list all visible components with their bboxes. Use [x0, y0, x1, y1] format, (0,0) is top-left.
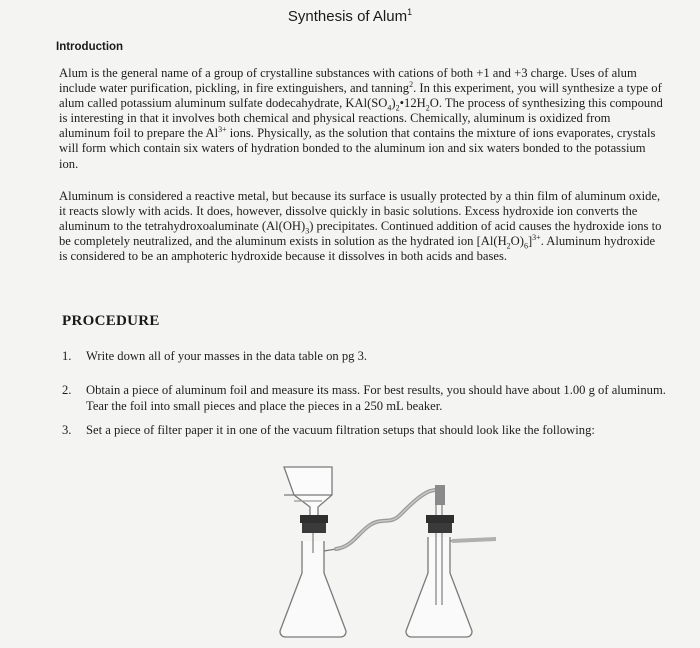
- vacuum-tubing: [336, 489, 440, 549]
- filter-flask-right: [406, 537, 472, 637]
- step-number: 2.: [62, 383, 72, 397]
- vacuum-filtration-figure: [270, 455, 500, 648]
- stopper-left: [300, 515, 328, 523]
- filter-flask-left: [280, 541, 346, 637]
- step-text: Set a piece of filter paper it in one of the vacuum filtration setups that should look like the following:: [86, 423, 595, 437]
- procedure-step-3: [62, 423, 668, 439]
- procedure-step-1: [62, 349, 668, 365]
- introduction-paragraph-1: Alum is the general name of a group of crystalline substances with cations of both +1 and +3 charge. Uses of alum include water purification, pickling, in fire extinguishers, and tanning$^2$. In this experiment, you will synthesize a type of alum called potassium aluminum sulfate dodecahydrate, $KAl(SO_4)_2•12H_2O$. The process of synthesizing this compound is interesting in that it involves both chemical and physical reactions. Chemically, aluminum is oxidized from aluminum foil to prepare the $Al^{3+}$ ions. Physically, as the solution that contains the mixture of ions evaporates, crystals will form which contain six waters of hydration bonded to the aluminum ion and six waters bonded to the potassium ion.: [59, 66, 663, 171]
- step-number: 1.: [62, 349, 72, 363]
- vacuum-filtration-apparatus-icon: [270, 455, 500, 643]
- introduction-heading: Introduction: [56, 41, 124, 53]
- step-number: 3.: [62, 423, 72, 437]
- introduction-paragraph-2: Aluminum is considered a reactive metal, but because its surface is usually protected by a thin film of aluminum oxide, it reacts slowly with acids. It does, however, dissolve quickly in basic solutions. Excess hydroxide ion converts the aluminum to the tetrahydroxoaluminate $(Al(OH)_3)$ precipitates. Continued addition of acid causes the hydroxide ions to be completely neutralized, and the aluminum exists in solution as the hydrated ion $[Al(H_2O)_6]^{3+}$. Aluminum hydroxide is considered to be an amphoteric hydroxide because it dissolves in both acids and bases.: [59, 189, 662, 264]
- procedure-heading: PROCEDURE: [62, 313, 160, 329]
- footnote-marker: 2: [409, 79, 414, 89]
- step-text: Obtain a piece of aluminum foil and measure its mass. For best results, you should have about 1.00 g of aluminum. Tear the foil into small pieces and place the pieces in a 250 mL beaker.: [86, 383, 666, 413]
- title-text: Synthesis of Alum: [287, 8, 408, 25]
- page-title: [0, 7, 700, 25]
- title-footnote-marker: 1: [407, 7, 413, 17]
- stopper-right: [426, 515, 454, 523]
- procedure-step-2: [62, 383, 668, 414]
- step-text: Write down all of your masses in the data table on pg 3.: [86, 349, 368, 363]
